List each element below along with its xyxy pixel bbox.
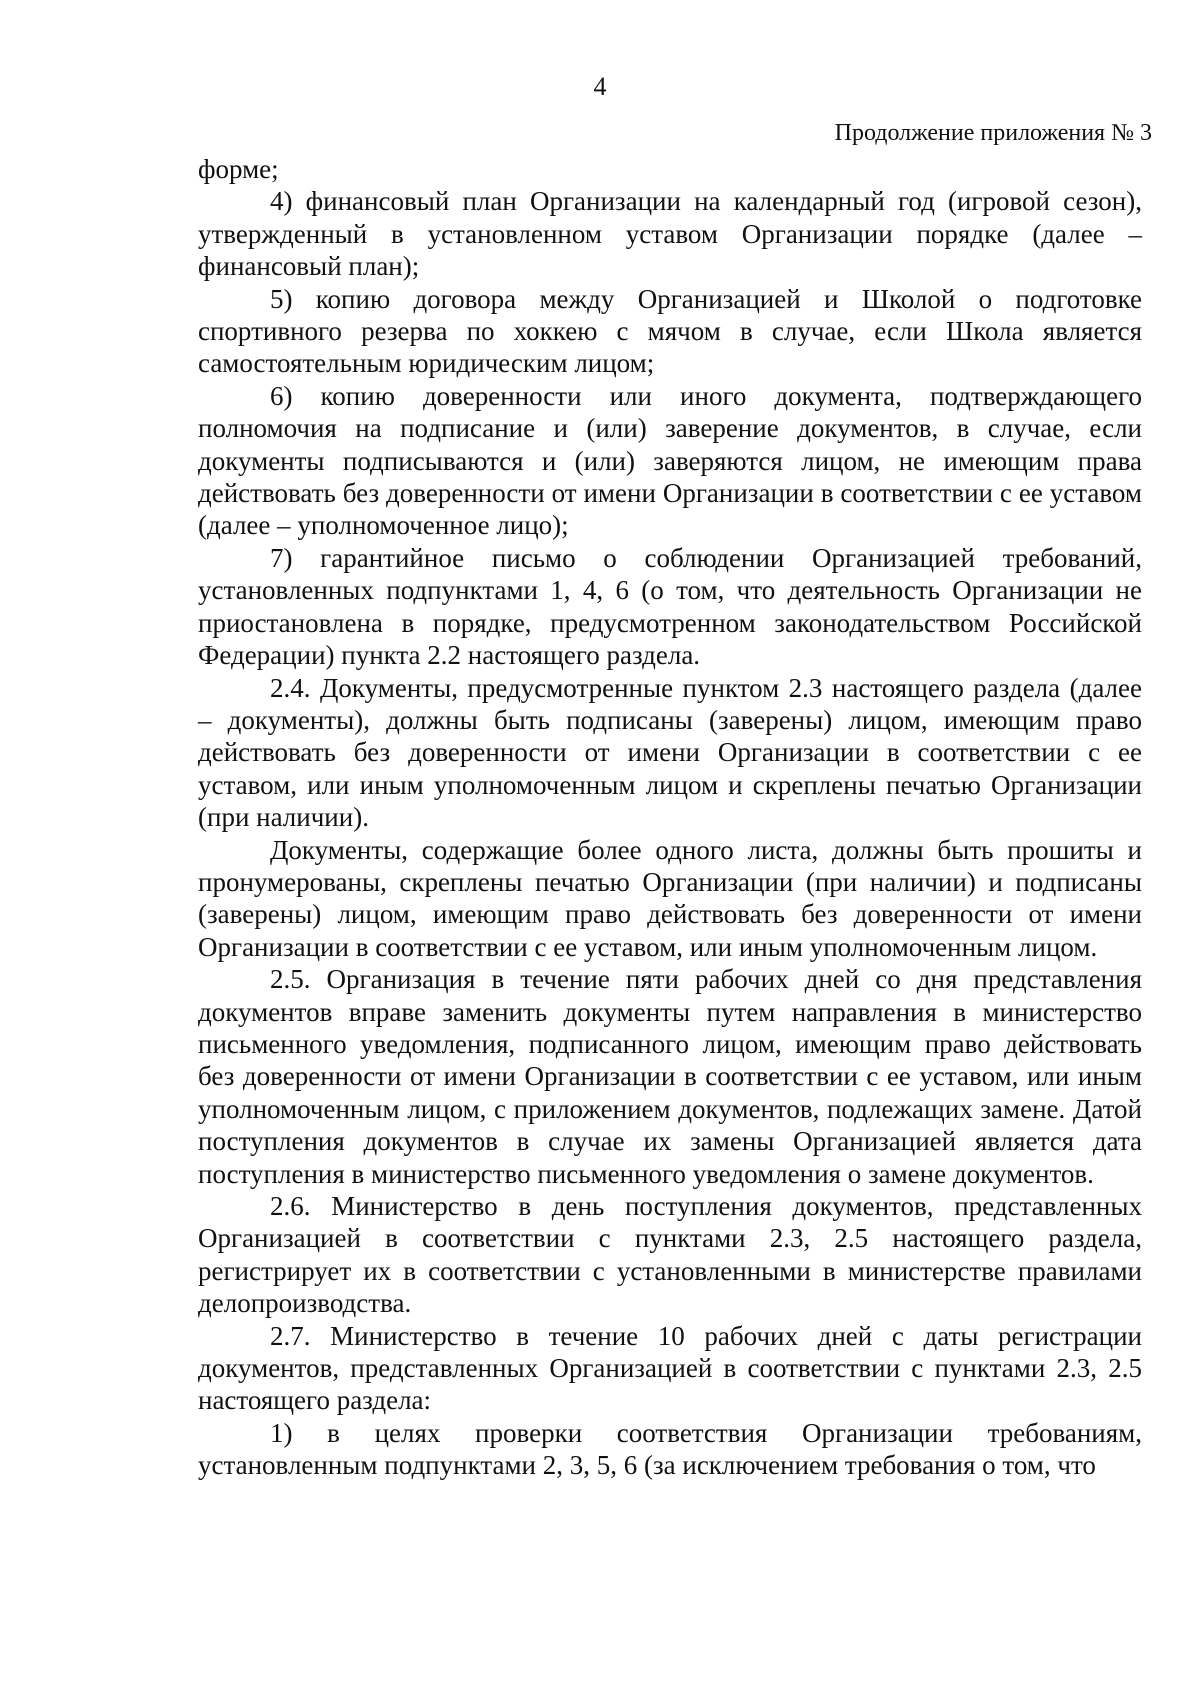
paragraph-section-2-6: 2.6. Министерство в день поступления документов, представленных Организацией в соответствии с пунктами 2.3, 2.5 настоящего раздела, регистрирует их в соответствии с установленными в министерстве правилами делопроизводства. [198, 1191, 1142, 1319]
paragraph-item-6: 6) копию доверенности или иного документа, подтверждающего полномочия на подписание и (или) заверение документов, в случае, если документы подписываются и (или) заверяются лицом, не имеющим права действовать без доверенности от имени Организации в соответствии с ее уставом (далее – уполномоченное лицо); [198, 380, 1142, 541]
paragraph-section-2-5: 2.5. Организация в течение пяти рабочих дней со дня представления документов вправе заменить документы путем направления в министерство письменного уведомления, подписанного лицом, имеющим право действовать без доверенности от имени Организации в соответствии с ее уставом, или иным уполномоченным лицом, с приложением документов, подлежащих замене. Датой поступления документов в случае их замены Организацией является дата поступления в министерство письменного уведомления о замене документов. [198, 964, 1142, 1189]
page-number: 4 [593, 72, 607, 101]
paragraph-documents-binding: Документы, содержащие более одного листа, должны быть прошиты и пронумерованы, скреплены печатью Организации (при наличии) и подписаны (заверены) лицом, имеющим право действовать без доверенности от имени Организации в соответствии с ее уставом, или иным уполномоченным лицом. [198, 834, 1142, 962]
paragraph-section-2-7: 2.7. Министерство в течение 10 рабочих дней с даты регистрации документов, представленных Организацией в соответствии с пунктами 2.3, 2.5 настоящего раздела: [198, 1320, 1142, 1416]
paragraph-section-2-4: 2.4. Документы, предусмотренные пунктом 2.3 настоящего раздела (далее – документы), должны быть подписаны (заверены) лицом, имеющим право действовать без доверенности от имени Организации в соответствии с ее уставом, или иным уполномоченным лицом и скреплены печатью Организации (при наличии). [198, 672, 1142, 833]
appendix-continuation-label: Продолжение приложения № 3 [834, 120, 1152, 146]
paragraph-item-4: 4) финансовый план Организации на календарный год (игровой сезон), утвержденный в установленном уставом Организации порядке (далее – финансовый план); [198, 186, 1142, 282]
paragraph-item-7: 7) гарантийное письмо о соблюдении Организацией требований, установленных подпунктами 1, 4, 6 (о том, что деятельность Организации не приостановлена в порядке, предусмотренном законодательством Российской Федерации) пункта 2.2 настоящего раздела. [198, 542, 1142, 671]
paragraph-continuation: форме; [198, 154, 279, 184]
paragraph-section-2-7-item-1: 1) в целях проверки соответствия Организации требованиям, установленным подпунктами 2, 3, 5, 6 (за исключением требования о том, что [198, 1417, 1142, 1481]
document-body [198, 153, 1142, 1482]
paragraph-item-5: 5) копию договора между Организацией и Школой о подготовке спортивного резерва по хоккею с мячом в случае, если Школа является самостоятельным юридическим лицом; [198, 283, 1142, 379]
